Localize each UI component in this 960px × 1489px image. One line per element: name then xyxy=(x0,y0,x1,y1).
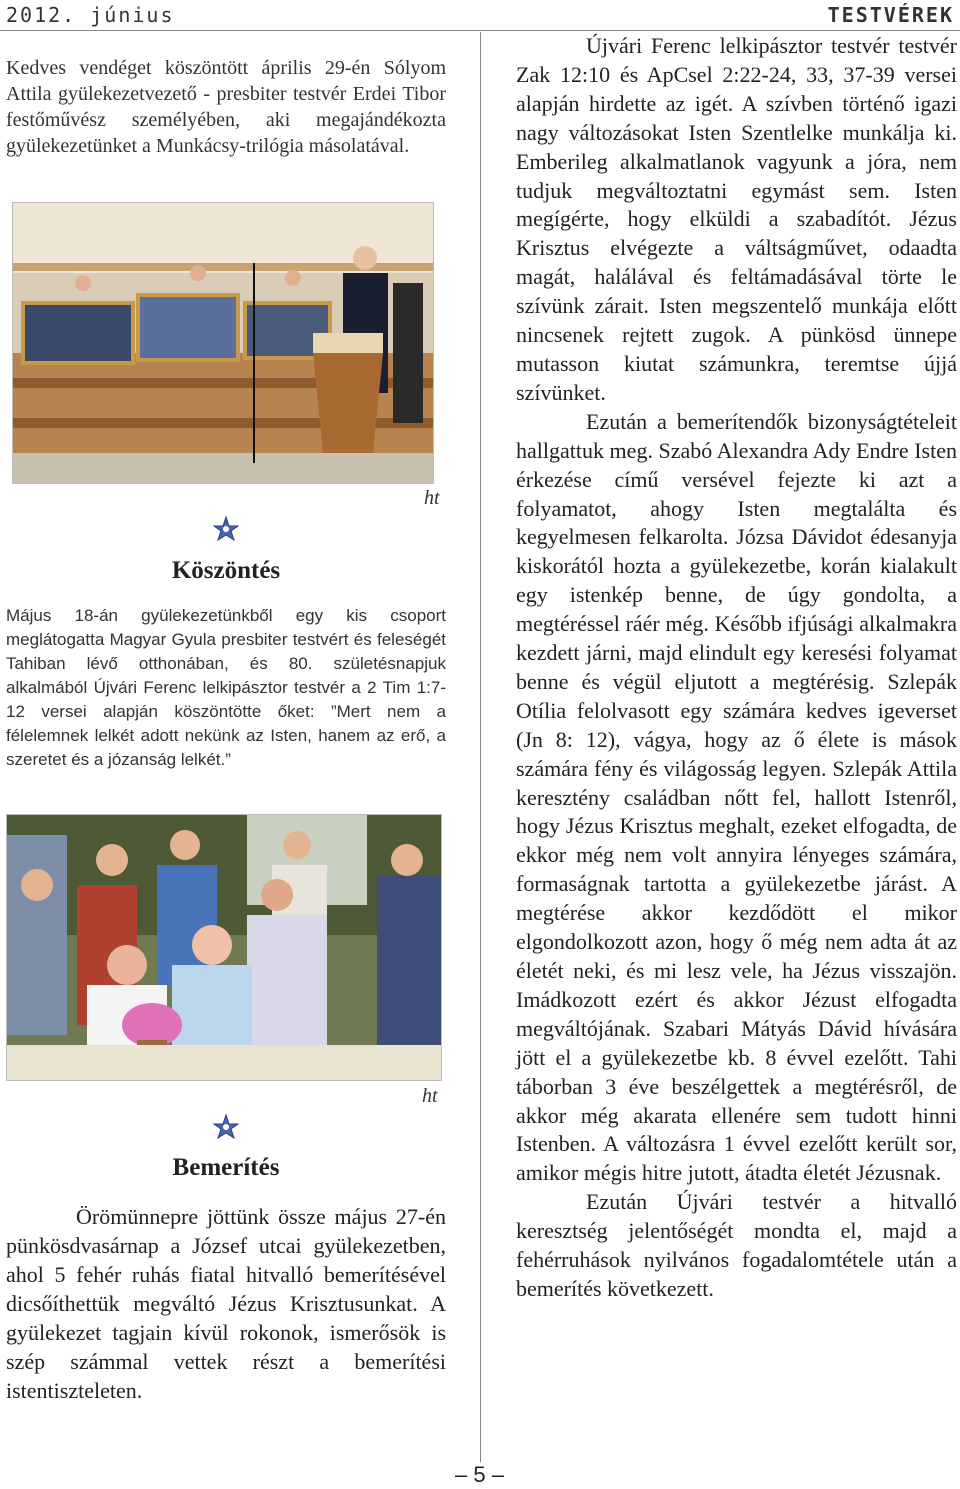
issue-date: 2012. június xyxy=(6,3,175,27)
photo1-signature: ht xyxy=(424,487,440,509)
photo-painting-presentation xyxy=(12,202,434,484)
star-icon xyxy=(6,1114,446,1144)
photo-birthday-celebration-image xyxy=(7,815,441,1080)
koszontes-paragraph: Május 18-án gyülekezetünkből egy kis csoport meglátogatta Magyar Gyula presbiter testvért és feleségét Tahiban lévő otthonában, és 80. születésnapjuk alkalmából Újvári Ferenc lelkipásztor testvér a 2 Tim 1:7-12 versei alapján köszöntötte őket: ”Mert nem a félelemnek lelkét adott nekünk az Isten, hanem az erő, a szeretet és a józanság lelkét.” xyxy=(6,606,446,769)
header-rule xyxy=(0,30,960,31)
photo-painting-presentation-image xyxy=(13,203,433,483)
photo2-signature: ht xyxy=(422,1085,438,1107)
intro-paragraph: Kedves vendéget köszöntött április 29-én Sólyom Attila gyülekezetvezető - presbiter testvér Erdei Tibor festőművész személyében, aki megajándékozta gyülekezetünket a Munkácsy-trilógia másolatával. xyxy=(6,57,446,157)
bemerites-paragraph: Örömünnepre jöttünk össze május 27-én pünkösdvasárnap a József utcai gyülekezetben, ahol 5 fehér ruhás fiatal hitvalló bemerítésével dicsőíthettük megváltó Jézus Krisztusunkat. A gyülekezet tagjain kívül rokonok, ismerősök is szép számmal vettek részt a bemerítési istentiszteleten. xyxy=(6,1204,446,1403)
page-number: – 5 – xyxy=(455,1462,504,1487)
closing-paragraph: Ezután Újvári testvér a hitvalló keresztség jelentőségét mondta el, majd a fehérruhások nyilvános fogadalomtétele után a bemerítés következett. xyxy=(516,1189,957,1301)
star-icon xyxy=(6,516,446,546)
testimonies-paragraph: Ezután a bemerítendők bizonyságtételeit hallgattuk meg. Szabó Alexandra Ady Endre Isten érkezése című versével fejezte ki azt a folyamatot, ahogy Isten megtalálta és kegyelmesen felkarolta. Józsa Dávidot édesanyja kiskorától hozta a gyülekezetbe, korán kialakult egy istenkép benne, de úgy gondolta, a megtéréssel ráér még. Később ifjúsági alkalmakra kezdett járni, majd elindult egy keresési folyamat benne és végül eljutott a megtérésig. Szlepák Otília felolvasott egy számára kedves igeverset (Jn 8: 12), vágya, hogy az ő élete is mások számára fény és világosság legyen. Szlepák Attila keresztény családban nőtt fel, hallott Istenről, hogy Jézus Krisztus meghalt, ezeket elfogadta, de ekkor még nem volt annyira lényeges számára, formaságnak tartotta a gyülekezetbe járást. A megtérése akkor kezdődött el mikor elgondolkozott azon, hogy ő még nem adta át az életét neki, és mi lesz vele, ha Jézus visszajön. Imádkozott ezért és akkor Jézust elfogadta megváltójának. Szabari Mátyás Dávid hívására jött el a gyülekezetbe kb. 8 évvel ezelőtt. Tahi táborban 3 éve beszélgettek a megtérésről, de akkor még akarata ellenére sem tudott hinni Istenben. A változásra 1 évvel ezelőtt került sor, amikor mégis hitre jutott, átadta életét Jézusnak. xyxy=(516,408,957,1186)
publication-title: TESTVÉREK xyxy=(827,3,954,27)
photo-birthday-celebration xyxy=(6,814,442,1081)
column-divider xyxy=(480,32,481,1462)
section-heading-koszontes: Köszöntés xyxy=(171,557,281,584)
right-column-text xyxy=(516,32,957,1304)
page-header xyxy=(0,0,960,32)
section-heading-bemerites: Bemerítés xyxy=(172,1154,280,1181)
sermon-paragraph: Újvári Ferenc lelkipásztor testvér testvér Zak 12:10 és ApCsel 2:22-24, 33, 37-39 versei alapján hirdette az igét. A szívben történő igazi nagy változásokat Isten Szentlelke munkálja ki. Emberileg alkalmatlanok vagyunk a jóra, nem tudjuk megváltoztatni egymást sem. Isten megígérte, hogy elküldi a szabadítót. Jézus Krisztus elvégezte a váltságművet, odaadta magát, halálával és feltámadásával törte le szívünk zárait. Isten megszentelő munkája előtt nincsenek rejtett zugok. A pünkösd ünnepe mutasson kiutat számunkra, teremtse újjá szívünket. xyxy=(516,33,957,405)
